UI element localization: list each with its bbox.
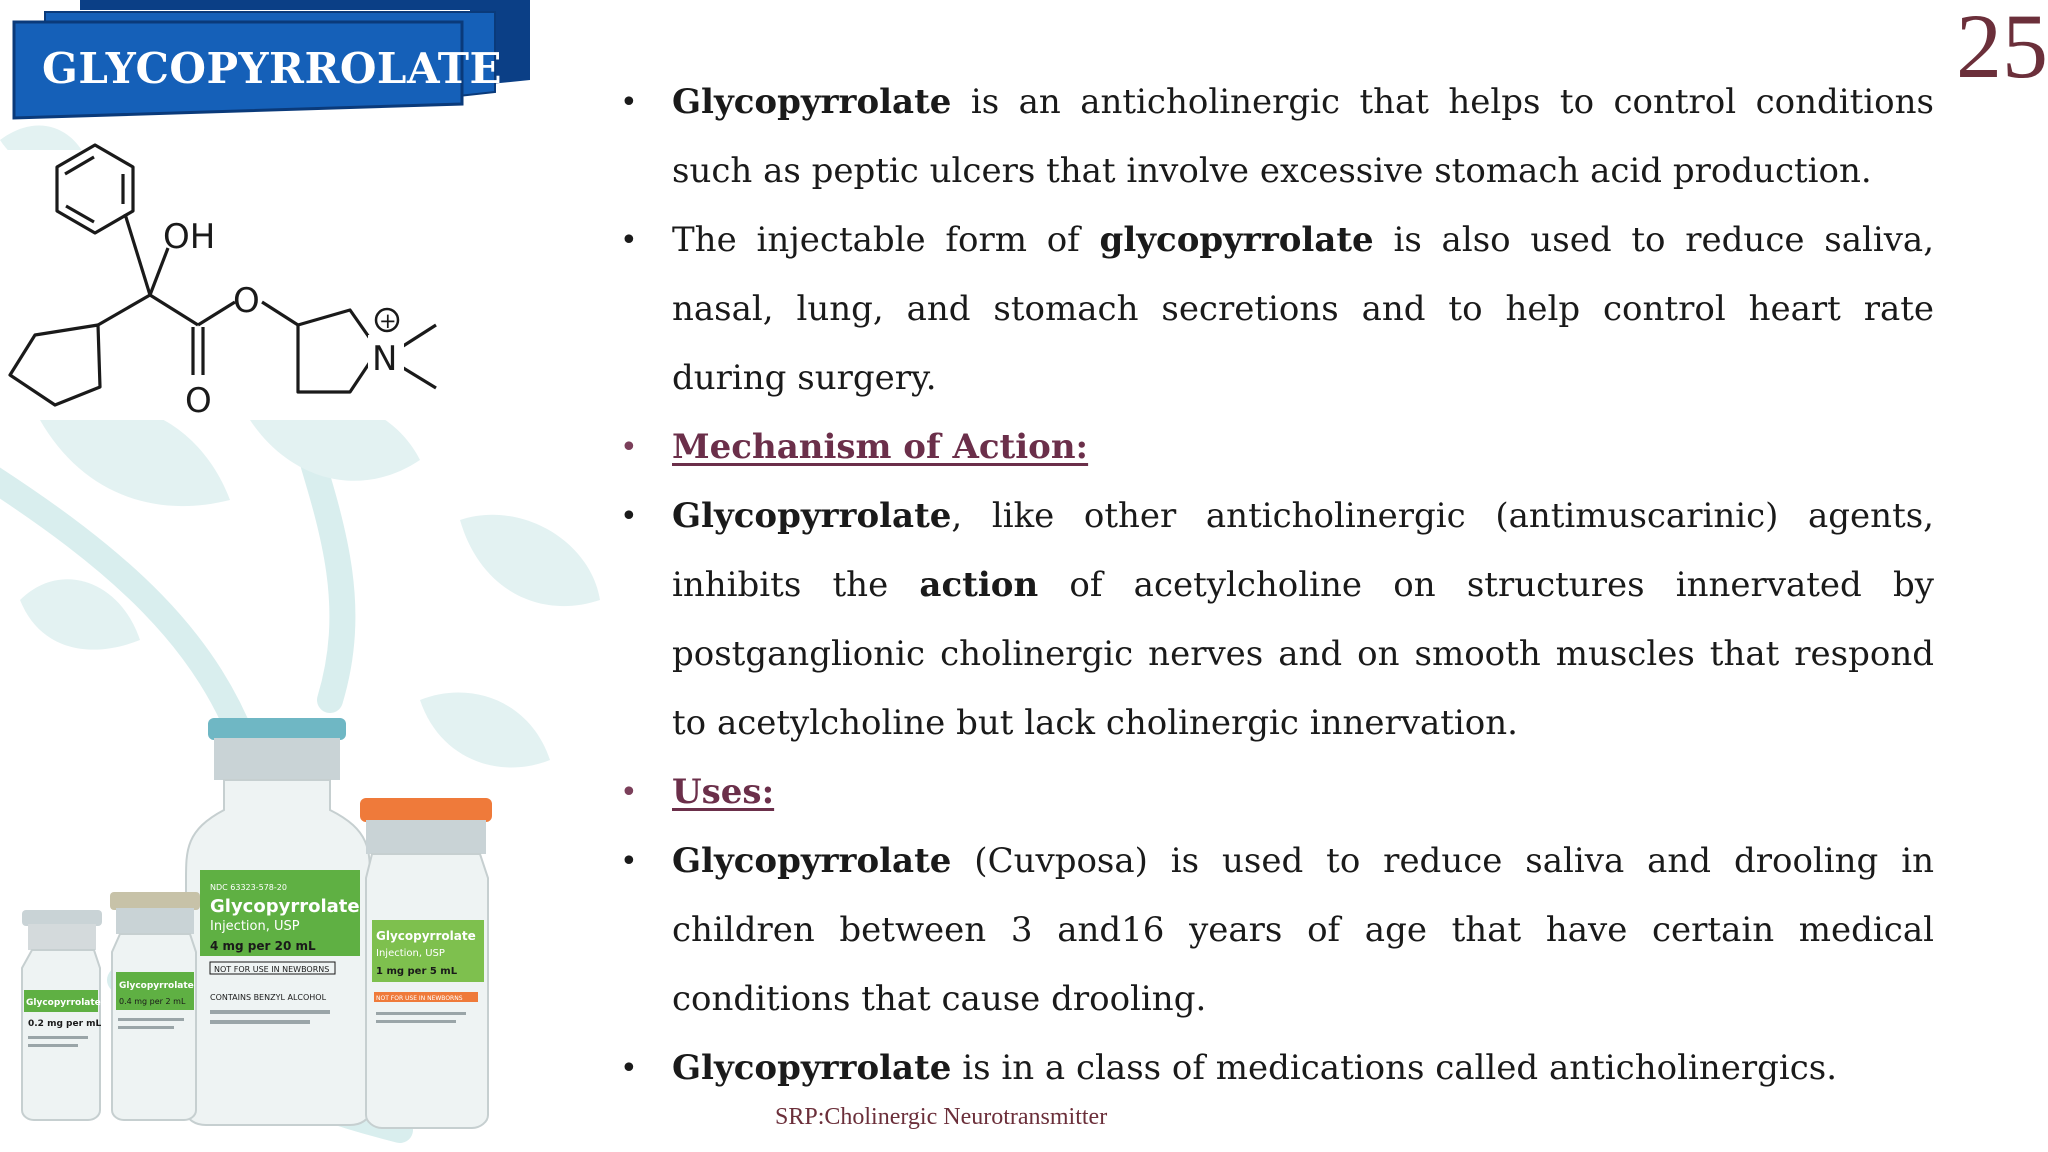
small-vial-name: Glycopyrrolate (26, 998, 101, 1008)
large-vial-warning: NOT FOR USE IN NEWBORNS (214, 965, 330, 974)
large-vial-alcohol: CONTAINS BENZYL ALCOHOL (210, 993, 327, 1002)
small-vial-dose: 0.2 mg per mL (28, 1019, 102, 1029)
right-vial-sub: Injection, USP (376, 948, 445, 959)
bullet-dot-icon: • (620, 85, 638, 120)
bullet-heading-mechanism (620, 413, 1934, 482)
positive-charge-label: + (379, 309, 397, 333)
carbonyl-oxygen-label: O (185, 381, 212, 420)
large-vial-name: Glycopyrrolate (210, 896, 360, 917)
right-vial (360, 798, 492, 1128)
bullet-item: • Glycopyrrolate (Cuvposa) is used to reduce saliva and drooling in children between 3 and16 years of age that have certain medical conditions that cause drooling. (620, 827, 1934, 1034)
large-vial (186, 718, 370, 1125)
slide-title: GLYCOPYRROLATE (42, 44, 503, 93)
ester-oxygen-label: O (233, 281, 260, 321)
bullet-item: • Glycopyrrolate, like other anticholinergic (antimuscarinic) agents, inhibits the action of acetylcholine on structures innervated by postganglionic cholinergic nerves and on smooth muscles that respond to acetylcholine but lack cholinergic innervation. (620, 482, 1934, 758)
large-vial-sub: Injection, USP (210, 919, 300, 934)
bullet-dot-icon: • (620, 430, 638, 465)
large-vial-dose: 4 mg per 20 mL (210, 939, 316, 953)
svg-text:NDC 63323-578-20: NDC 63323-578-20 (210, 883, 287, 892)
uses-heading: Uses: (672, 772, 775, 812)
content-bullets (620, 68, 1934, 1103)
bullet-dot-icon: • (620, 844, 638, 879)
bullet-heading-uses (620, 758, 1934, 827)
bullet-dot-icon: • (620, 223, 638, 258)
bullet-list (620, 68, 1934, 1103)
right-vial-dose: 1 mg per 5 mL (376, 966, 458, 977)
bullet-dot-icon: • (620, 499, 638, 534)
middle-vial-dose: 0.4 mg per 2 mL (119, 997, 186, 1006)
middle-vial (110, 892, 200, 1120)
small-vial (22, 910, 102, 1120)
page-number: 25 (1956, 0, 2048, 97)
middle-vial-name: Glycopyrrolate (119, 981, 194, 991)
mechanism-heading: Mechanism of Action: (672, 427, 1089, 467)
bullet-item: • Glycopyrrolate is an anticholinergic that helps to control conditions such as peptic ulcers that involve excessive stomach acid production. (620, 68, 1934, 206)
glycopyrrolate-vials-photo (10, 700, 510, 1130)
right-vial-name: Glycopyrrolate (376, 929, 476, 943)
bullet-dot-icon: • (620, 775, 638, 810)
glycopyrrolate-structure-diagram (0, 130, 460, 420)
nitrogen-label: N (372, 339, 398, 379)
bullet-item: • Glycopyrrolate is in a class of medications called anticholinergics. (620, 1034, 1934, 1103)
oh-label: OH (163, 217, 216, 257)
slide-footer: SRP:Cholinergic Neurotransmitter (775, 1104, 1108, 1130)
right-vial-warning: NOT FOR USE IN NEWBORNS (376, 995, 463, 1002)
bullet-item: • The injectable form of glycopyrrolate is also used to reduce saliva, nasal, lung, and stomach secretions and to help control heart rate during surgery. (620, 206, 1934, 413)
bullet-dot-icon: • (620, 1051, 638, 1086)
